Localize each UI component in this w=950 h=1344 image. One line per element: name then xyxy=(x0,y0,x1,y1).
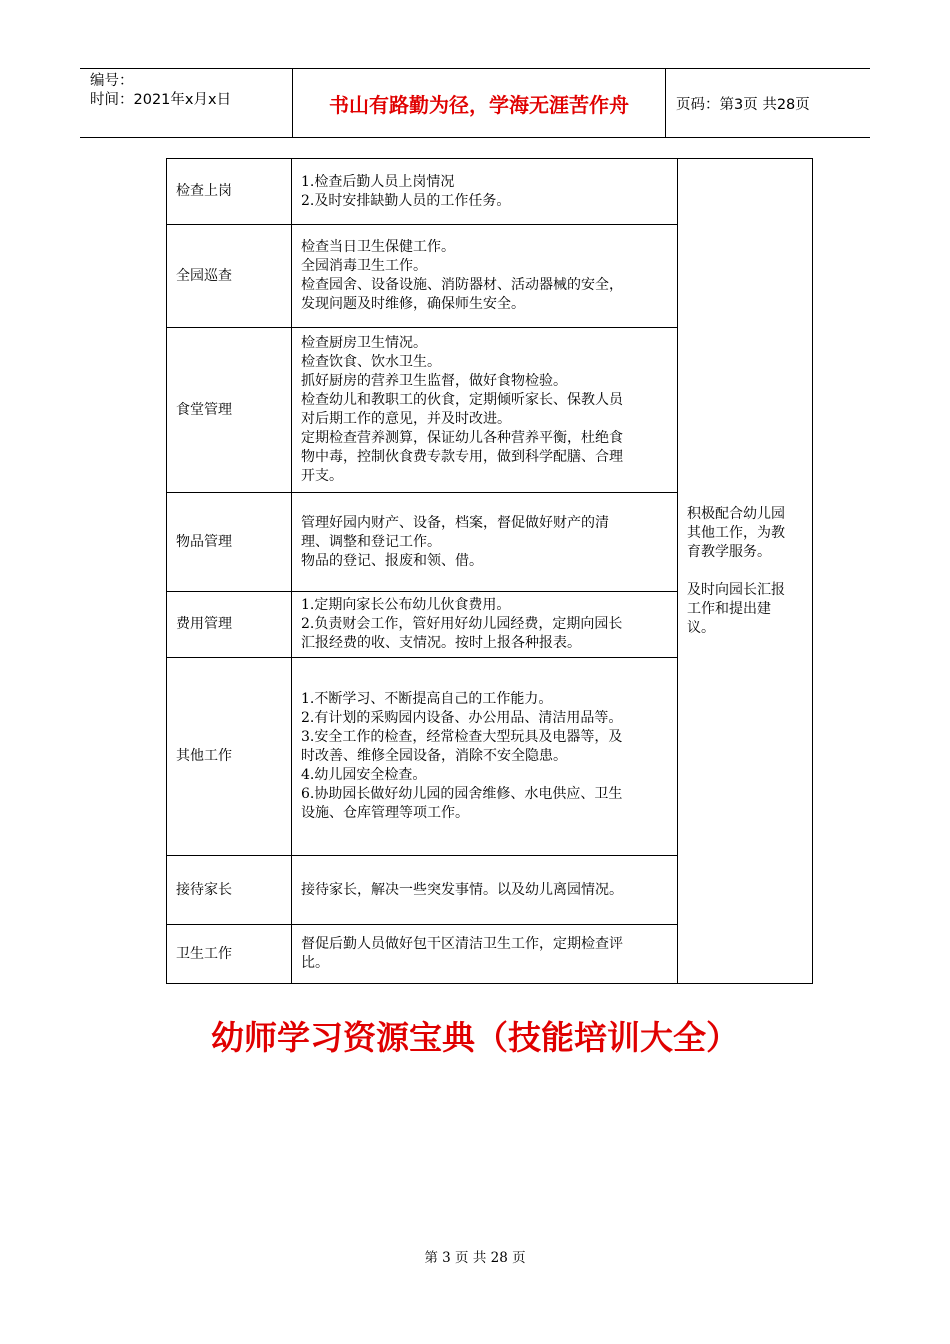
page-footer: 第 3 页 共 28 页 xyxy=(424,1250,526,1266)
description-line: 1.定期向家长公布幼儿伙食费用。 xyxy=(301,597,511,613)
header-meta xyxy=(80,69,293,137)
description-line: 比。 xyxy=(301,955,329,971)
row-category: 检查上岗 xyxy=(167,159,292,225)
description-line: 4.幼儿园安全检查。 xyxy=(301,767,427,783)
row-category: 费用管理 xyxy=(167,592,292,658)
side-note-line: 育教学服务。 xyxy=(687,543,771,560)
time-label: 时间：2021年x月x日 xyxy=(90,92,232,108)
description-line: 检查幼儿和教职工的伙食，定期倾听家长、保教人员 xyxy=(301,392,623,408)
description-line: 发现问题及时维修，确保师生安全。 xyxy=(301,296,525,312)
description-line: 管理好园内财产、设备，档案，督促做好财产的清 xyxy=(301,514,609,531)
row-category: 卫生工作 xyxy=(167,925,292,984)
description-line: 汇报经费的收、支情况。按时上报各种报表。 xyxy=(301,635,581,651)
description-line: 全园消毒卫生工作。 xyxy=(301,258,427,274)
description-line: 检查饮食、饮水卫生。 xyxy=(301,354,441,370)
description-line: 定期检查营养测算，保证幼儿各种营养平衡，杜绝食 xyxy=(301,430,623,446)
header-motto: 书山有路勤为径，学海无涯苦作舟 xyxy=(293,69,666,137)
description-line: 时改善、维修全园设备，消除不安全隐患。 xyxy=(301,748,567,764)
page-header xyxy=(80,68,870,138)
row-description xyxy=(292,658,678,856)
description-line: 物品的登记、报废和领、借。 xyxy=(301,552,483,569)
row-category: 其他工作 xyxy=(167,658,292,856)
row-description xyxy=(292,328,678,493)
side-note-line: 积极配合幼儿园 xyxy=(687,505,785,522)
table-row xyxy=(167,159,813,225)
description-line: 开支。 xyxy=(301,468,343,484)
side-note-line: 工作和提出建 xyxy=(687,600,771,617)
row-description xyxy=(292,159,678,225)
description-line: 3.安全工作的检查，经常检查大型玩具及电器等，及 xyxy=(301,729,623,745)
serial-label: 编号： xyxy=(90,73,134,89)
row-category: 食堂管理 xyxy=(167,328,292,493)
description-line: 物中毒，控制伙食费专款专用，做到科学配膳、合理 xyxy=(301,449,623,465)
header-page-info: 页码：第3页 共28页 xyxy=(676,96,810,113)
duty-table xyxy=(166,158,813,984)
description-line: 1.检查后勤人员上岗情况 xyxy=(301,173,455,190)
description-line: 2.负责财会工作，管好用好幼儿园经费，定期向园长 xyxy=(301,616,623,632)
row-description xyxy=(292,493,678,592)
row-description xyxy=(292,925,678,984)
description-line: 检查园舍、设备设施、消防器材、活动器械的安全， xyxy=(301,277,623,293)
description-line: 检查厨房卫生情况。 xyxy=(301,335,427,351)
side-note xyxy=(678,159,813,984)
description-line: 抓好厨房的营养卫生监督，做好食物检验。 xyxy=(301,373,567,389)
side-note-gap xyxy=(687,562,805,581)
description-line: 6.协助园长做好幼儿园的园舍维修、水电供应、卫生 xyxy=(301,786,623,802)
row-description xyxy=(292,856,678,925)
row-description xyxy=(292,225,678,328)
description-line: 对后期工作的意见，并及时改进。 xyxy=(301,411,511,427)
description-line: 2.及时安排缺勤人员的工作任务。 xyxy=(301,192,511,209)
row-description xyxy=(292,592,678,658)
description-line: 检查当日卫生保健工作。 xyxy=(301,239,455,255)
row-category: 接待家长 xyxy=(167,856,292,925)
resource-banner: 幼师学习资源宝典（技能培训大全） xyxy=(211,1018,739,1057)
side-note-line: 议。 xyxy=(687,619,715,636)
side-note-line: 其他工作，为教 xyxy=(687,524,785,541)
row-category: 物品管理 xyxy=(167,493,292,592)
description-line: 2.有计划的采购园内设备、办公用品、清洁用品等。 xyxy=(301,710,623,726)
description-line: 设施、仓库管理等项工作。 xyxy=(301,805,469,821)
description-line: 督促后勤人员做好包干区清洁卫生工作，定期检查评 xyxy=(301,936,623,952)
description-line: 理、调整和登记工作。 xyxy=(301,533,441,550)
description-line: 1.不断学习、不断提高自己的工作能力。 xyxy=(301,691,553,707)
description-line: 接待家长，解决一些突发事情。以及幼儿离园情况。 xyxy=(301,881,623,898)
row-category: 全园巡查 xyxy=(167,225,292,328)
side-note-line: 及时向园长汇报 xyxy=(687,581,785,598)
